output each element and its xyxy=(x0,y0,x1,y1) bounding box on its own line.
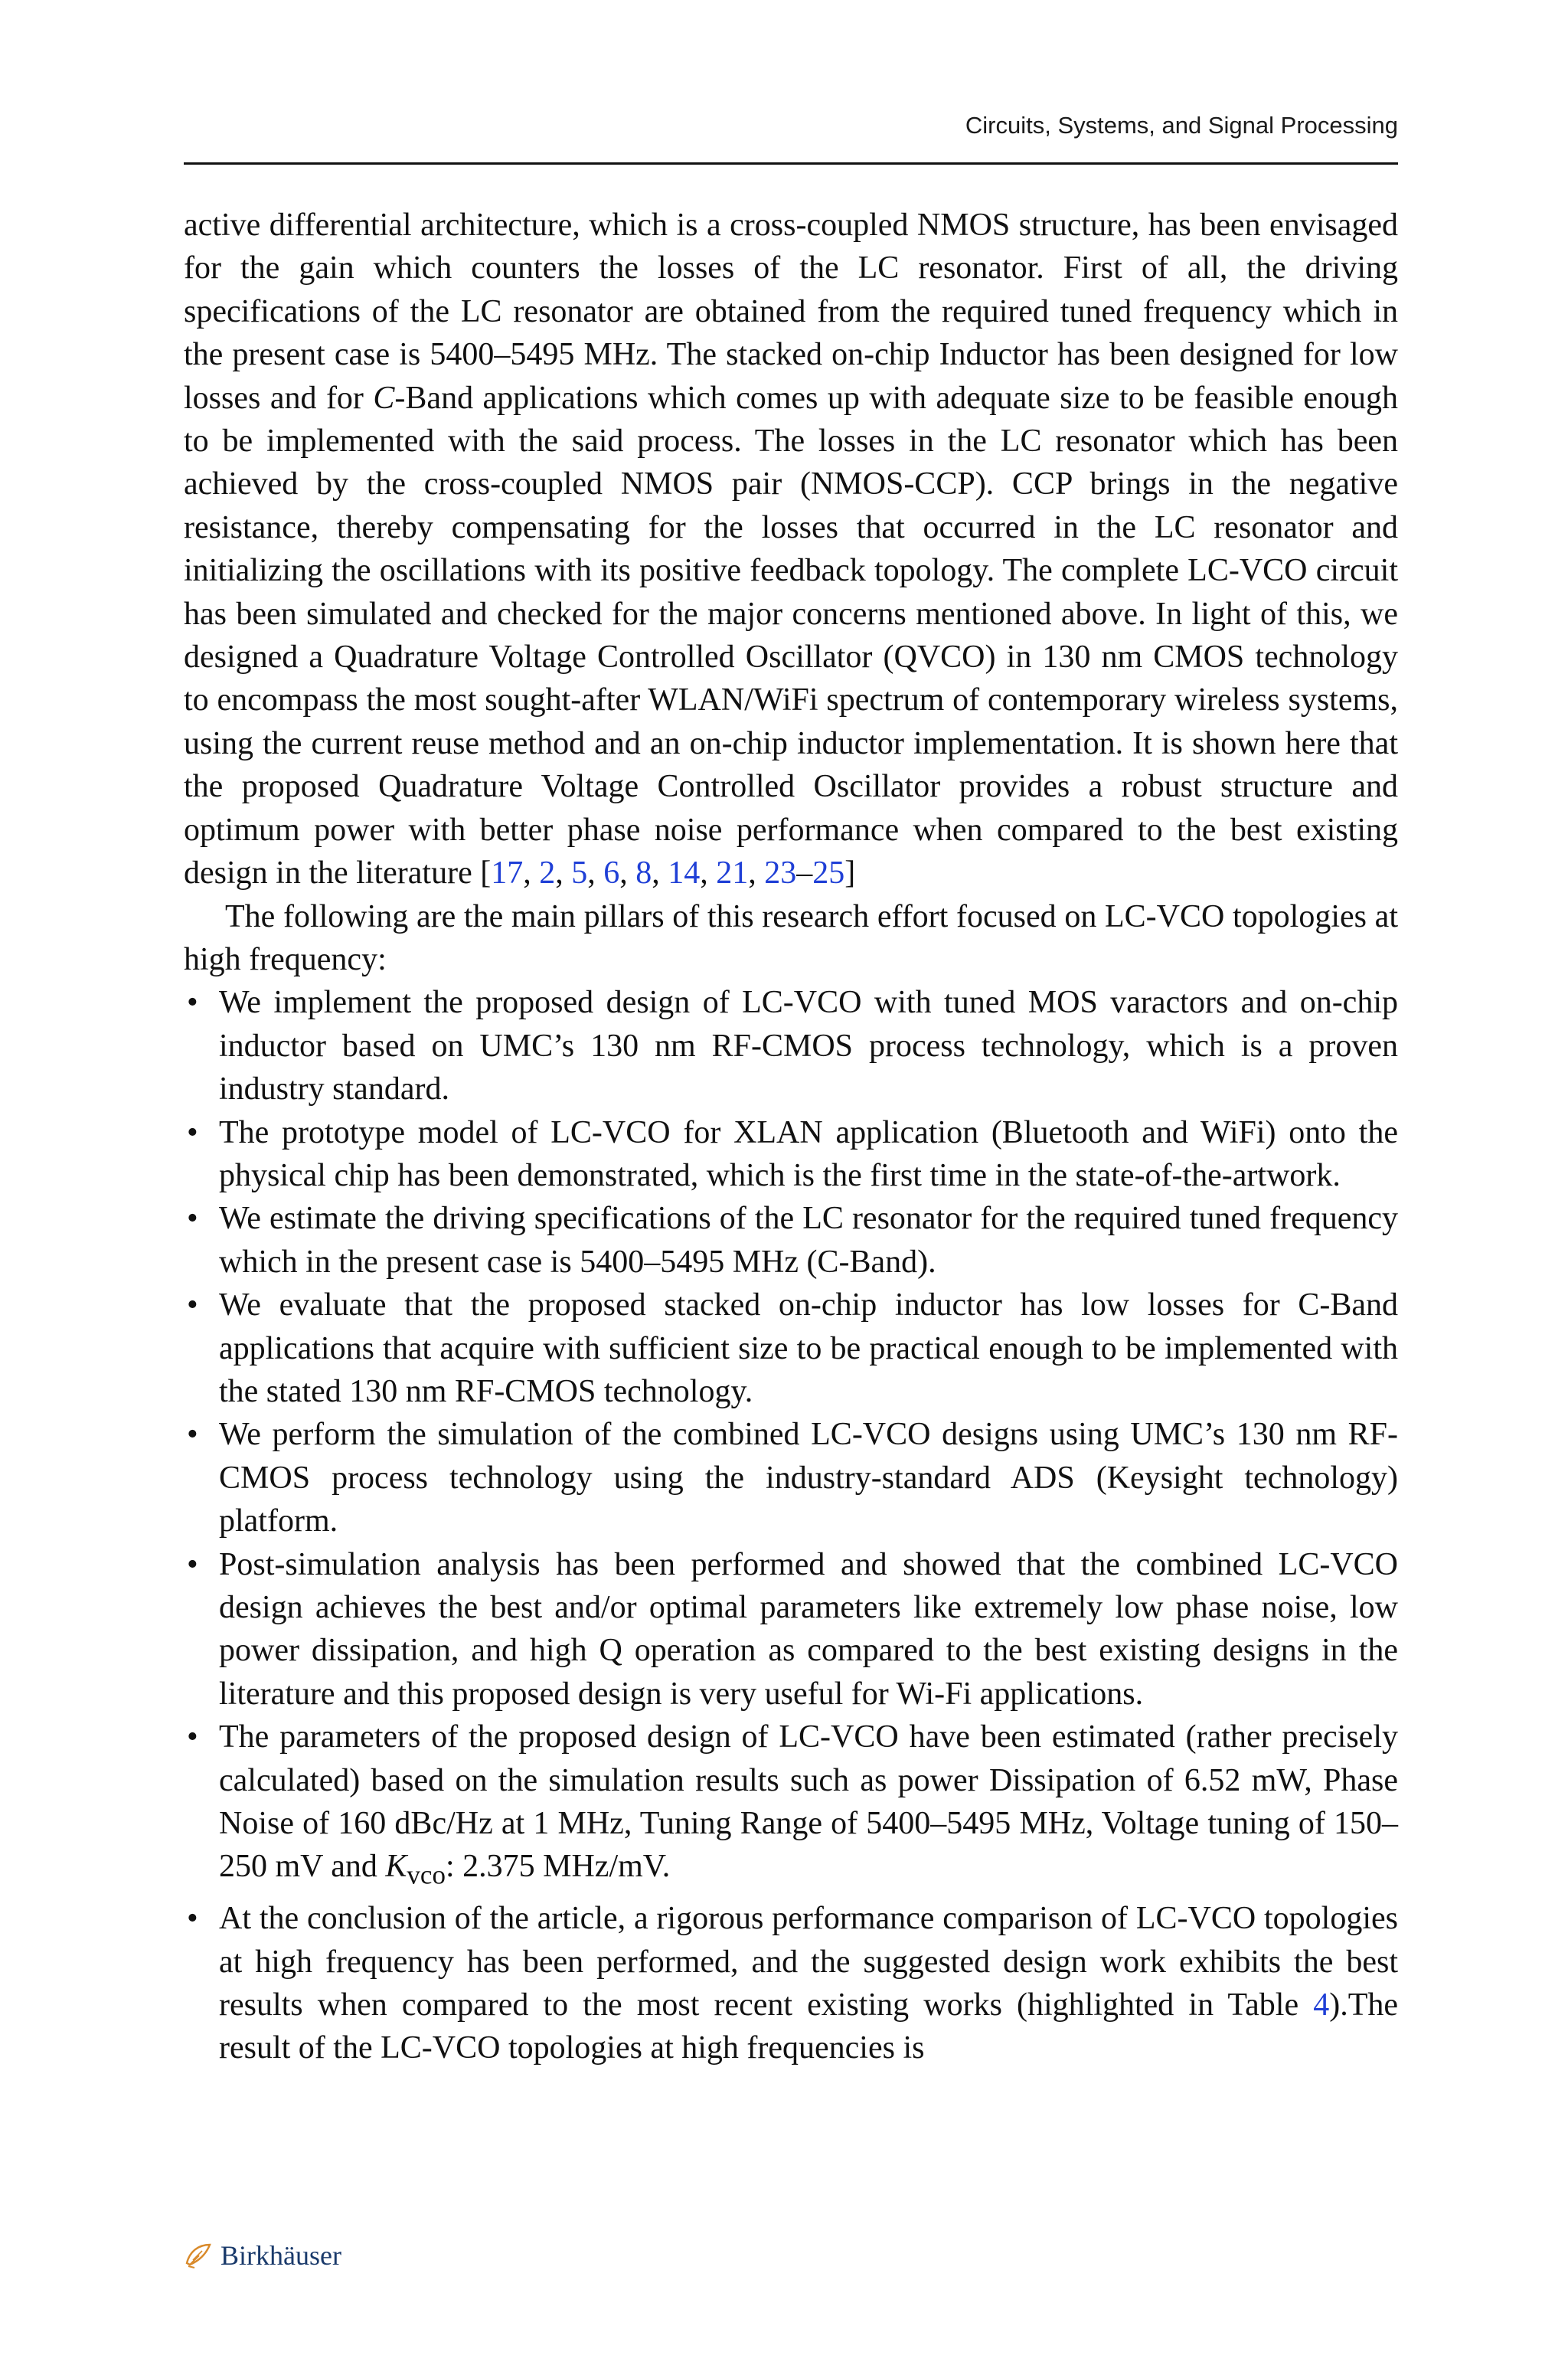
bullet-glyph: • xyxy=(187,1114,198,1150)
paragraph-pillars-intro: The following are the main pillars of this research effort focused on LC-VCO topologies at high frequency: xyxy=(184,898,1398,977)
list-item-text: The parameters of the proposed design of LC-VCO have been estimated (rather precisely calculated) based on the simulation results such as power Dissipation of 6.52 mW, Phase Noise of 160 dBc/Hz at 1 MHz, Tuning Range of 5400–5495 MHz, Voltage tuning of 150–250 mV and xyxy=(219,1719,1398,1885)
list-item-text: We evaluate that the proposed stacked on-chip inductor has low losses for C-Band applications that acquire with sufficient size to be practical enough to be implemented with the stated 130 nm RF-CMOS technology. xyxy=(219,1287,1398,1409)
ref-link-5[interactable]: 5 xyxy=(571,855,588,891)
list-item-text: We implement the proposed design of LC-VCO with tuned MOS varactors and on-chip inductor based on UMC’s 130 nm RF-CMOS process technology, which is a proven industry standard. xyxy=(219,985,1398,1107)
ref-link-21[interactable]: 21 xyxy=(716,855,749,891)
bullet-glyph: • xyxy=(187,1719,198,1755)
list-item xyxy=(184,1111,1398,1198)
ref-link-14[interactable]: 14 xyxy=(668,855,701,891)
k-vco-subscript: vco xyxy=(407,1860,446,1890)
list-item-text-end: : 2.375 MHz/mV. xyxy=(445,1849,671,1885)
list-item-text: The prototype model of LC-VCO for XLAN application (Bluetooth and WiFi) onto the physical chip has been demonstrated, which is the first time in the state-of-the-artwork. xyxy=(219,1114,1398,1193)
list-item xyxy=(184,1413,1398,1542)
ref-link-17[interactable]: 17 xyxy=(491,855,524,891)
bullet-glyph: • xyxy=(187,1901,198,1937)
p1-c-italic: C xyxy=(373,380,395,416)
list-item-text: Post-simulation analysis has been performed and showed that the combined LC-VCO design achieves the best and/or optimal parameters like extremely low phase noise, low power dissipation, and high Q operation as compared to the best existing designs in the literature and this proposed design is very useful for Wi-Fi applications. xyxy=(219,1546,1398,1712)
list-item xyxy=(184,1716,1398,1897)
p1-text-1: active differential architecture, which is a cross-coupled NMOS structure, has been envisaged for the gain which counters the losses of the LC resonator. First of all, the driving specifications of the LC resonator are obtained from the required tuned frequency which in the present case is 5400–5495 MHz. The stacked on-chip Inductor has been designed for low losses and for xyxy=(184,208,1398,416)
ref-link-6[interactable]: 6 xyxy=(603,855,620,891)
p1-text-2: -Band applications which comes up with adequate size to be feasible enough to be implemented with the said process. The losses in the LC resonator which has been achieved by the cross-coupled NMOS pair (NMOS-CCP). CCP brings in the negative resistance, thereby compensating for the losses that occurred in the LC resonator and initializing the oscillations with its positive feedback topology. The complete LC-VCO circuit has been simulated and checked for the major concerns mentioned above. In light of this, we designed a Quadrature Voltage Controlled Oscillator (QVCO) in 130 nm CMOS technology to encompass the most sought-after WLAN/WiFi spectrum of contemporary wireless systems, using the current reuse method and an on-chip inductor implementation. It is shown here that the proposed Quadrature Voltage Controlled Oscillator provides a robust structure and optimum power with better phase noise performance when compared to the best existing design in the literature [ xyxy=(184,380,1398,891)
ref-link-25[interactable]: 25 xyxy=(812,855,845,891)
footer-publisher xyxy=(184,2239,341,2272)
ref-link-8[interactable]: 8 xyxy=(635,855,652,891)
bullet-glyph: • xyxy=(187,1287,198,1323)
publisher-name: Birkhäuser xyxy=(220,2240,341,2271)
pillars-list xyxy=(184,981,1398,2070)
p1-text-3: ] xyxy=(844,855,856,891)
list-item-text: At the conclusion of the article, a rigorous performance comparison of LC-VCO topologies at high frequency has been performed, and the suggested design work exhibits the best results when compared to the most recent existing works (highlighted in Table xyxy=(219,1901,1398,2023)
ref-link-2[interactable]: 2 xyxy=(539,855,556,891)
body-text xyxy=(184,204,1398,2070)
ref-link-23[interactable]: 23 xyxy=(764,855,797,891)
bullet-glyph: • xyxy=(187,1546,198,1582)
paragraph-intro: active differential architecture, which is a cross-coupled NMOS structure, has been envisaged for the gain which counters the losses of the LC resonator. First of all, the driving specifications of the LC resonator are obtained from the required tuned frequency which in the present case is 5400–5495 MHz. The stacked on-chip Inductor has been designed for low losses and for C-Band applications which comes up with adequate size to be feasible enough to be implemented with the said process. The losses in the LC resonator which has been achieved by the cross-coupled NMOS pair (NMOS-CCP). CCP brings in the negative resistance, thereby compensating for the losses that occurred in the LC resonator and initializing the oscillations with its positive feedback topology. The complete LC-VCO circuit has been simulated and checked for the major concerns mentioned above. In light of this, we designed a Quadrature Voltage Controlled Oscillator (QVCO) in 130 nm CMOS technology to encompass the most sought-after WLAN/WiFi spectrum of contemporary wireless systems, using the current reuse method and an on-chip inductor implementation. It is shown here that the proposed Quadrature Voltage Controlled Oscillator provides a robust structure and optimum power with better phase noise performance when compared to the best existing design in the literature [17, 2, 5, 6, 8, 14, 21, 23–25] xyxy=(184,208,1398,891)
list-item xyxy=(184,981,1398,1110)
list-item-text: We perform the simulation of the combined LC-VCO designs using UMC’s 130 nm RF-CMOS process technology using the industry-standard ADS (Keysight technology) platform. xyxy=(219,1417,1398,1539)
list-item xyxy=(184,1284,1398,1413)
bullet-glyph: • xyxy=(187,1201,198,1237)
list-item xyxy=(184,1197,1398,1284)
bullet-glyph: • xyxy=(187,1417,198,1453)
list-item xyxy=(184,1543,1398,1716)
list-item-text-end: ).The result of the LC-VCO topologies at high frequencies is xyxy=(219,1987,1398,2066)
k-vco-symbol: K xyxy=(385,1849,407,1885)
running-head-journal: Circuits, Systems, and Signal Processing xyxy=(965,112,1398,139)
bullet-glyph: • xyxy=(187,985,198,1021)
list-item xyxy=(184,1897,1398,2070)
birkhauser-logo-icon xyxy=(184,2240,214,2271)
header-rule xyxy=(184,162,1398,165)
list-item-text: We estimate the driving specifications of the LC resonator for the required tuned frequency which in the present case is 5400–5495 MHz (C-Band). xyxy=(219,1201,1398,1280)
table-ref-link[interactable]: 4 xyxy=(1313,1987,1330,2023)
